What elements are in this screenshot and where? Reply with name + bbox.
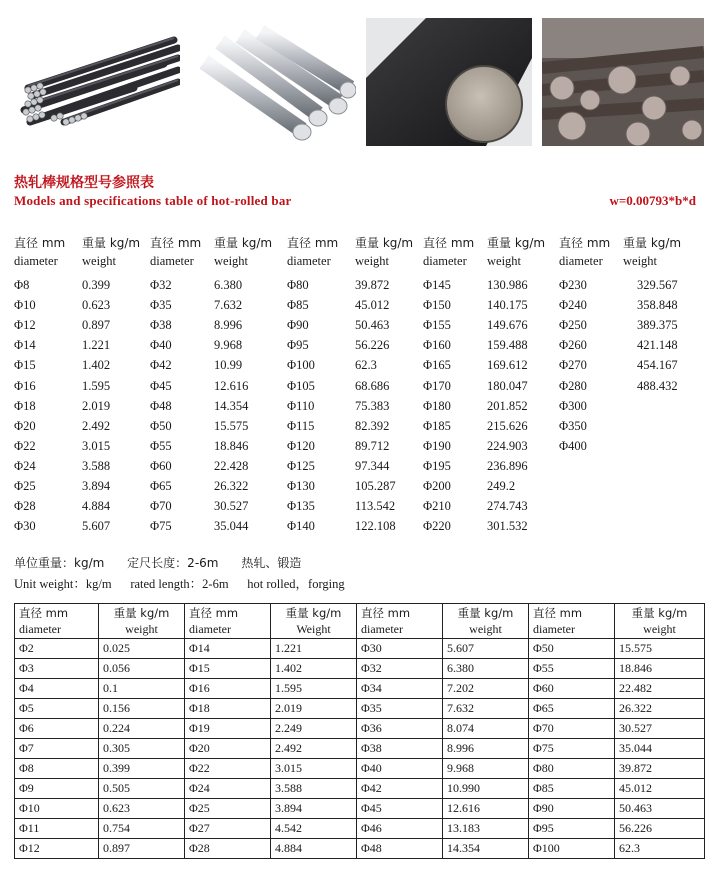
spec-cell-diameter: Φ14 bbox=[14, 338, 36, 353]
spec-subheader-weight: weight bbox=[623, 254, 658, 268]
spec-cell-diameter: Φ300 bbox=[559, 398, 587, 413]
spec-subheader-diameter: diameter bbox=[150, 254, 194, 268]
spec-cell-weight: 15.575 bbox=[214, 418, 249, 433]
spec-cell-weight: 1.595 bbox=[82, 378, 111, 393]
spec-cell-weight: 215.626 bbox=[487, 418, 528, 433]
table-cell-diameter: Φ75 bbox=[529, 739, 615, 759]
table-cell-weight: 0.505 bbox=[99, 779, 185, 799]
spec-cell-weight: 50.463 bbox=[355, 318, 390, 333]
spec-cell-weight: 14.354 bbox=[214, 398, 249, 413]
spec-cell-diameter: Φ260 bbox=[559, 338, 587, 353]
spec-cell-weight: 39.872 bbox=[355, 278, 390, 292]
spec-cell-diameter: Φ170 bbox=[423, 378, 451, 393]
spec-cell-diameter: Φ10 bbox=[14, 298, 36, 313]
spec-cell-diameter: Φ105 bbox=[287, 378, 315, 393]
weight-table bbox=[14, 603, 705, 859]
table-cell-weight: 0.623 bbox=[99, 799, 185, 819]
spec-cell-weight: 454.167 bbox=[637, 358, 678, 373]
table-cell-diameter: Φ85 bbox=[529, 779, 615, 799]
table-cell-weight: 39.872 bbox=[615, 759, 705, 779]
table-cell-diameter: Φ45 bbox=[357, 799, 443, 819]
table-cell-diameter: Φ50 bbox=[529, 639, 615, 659]
table-cell-weight: 重量 kg/m bbox=[99, 604, 185, 622]
table-cell-diameter: 直径 mm bbox=[529, 604, 615, 622]
table-cell-weight: weight bbox=[615, 621, 705, 639]
spec-cell-diameter: Φ48 bbox=[150, 398, 172, 413]
table-cell-weight: 0.399 bbox=[99, 759, 185, 779]
spec-cell-diameter: Φ20 bbox=[14, 418, 36, 433]
table-cell-diameter: Φ30 bbox=[357, 639, 443, 659]
spec-cell-weight: 89.712 bbox=[355, 438, 390, 453]
table-cell-diameter: Φ48 bbox=[357, 839, 443, 859]
spec-header-weight: 重量 kg/m bbox=[623, 236, 682, 250]
spec-cell-weight: 149.676 bbox=[487, 318, 528, 333]
table-row bbox=[15, 679, 705, 699]
spec-cell-weight: 35.044 bbox=[214, 519, 249, 534]
table-cell-diameter: Φ100 bbox=[529, 839, 615, 859]
spec-cell-diameter: Φ350 bbox=[559, 418, 587, 433]
table-cell-diameter: Φ46 bbox=[357, 819, 443, 839]
spec-cell-weight: 358.848 bbox=[637, 298, 678, 313]
table-cell-diameter: Φ80 bbox=[529, 759, 615, 779]
spec-cell-weight: 10.99 bbox=[214, 358, 243, 373]
table-cell-diameter: Φ11 bbox=[15, 819, 99, 839]
table-cell-weight: 10.990 bbox=[443, 779, 529, 799]
spec-cell-weight: 0.399 bbox=[82, 278, 111, 292]
table-cell-weight: 0.224 bbox=[99, 719, 185, 739]
spec-cell-weight: 68.686 bbox=[355, 378, 390, 393]
spec-cell-weight: 105.287 bbox=[355, 479, 396, 493]
spec-cell-diameter: Φ270 bbox=[559, 358, 587, 373]
table-cell-weight: 0.1 bbox=[99, 679, 185, 699]
table-cell-weight: 3.588 bbox=[271, 779, 357, 799]
table-cell-weight: 0.754 bbox=[99, 819, 185, 839]
spec-cell-weight: 45.012 bbox=[355, 298, 390, 313]
spec-cell-diameter: Φ75 bbox=[150, 519, 172, 534]
spec-cell-weight: 140.175 bbox=[487, 298, 528, 313]
table-cell-weight: weight bbox=[443, 621, 529, 639]
spec-cell-diameter: Φ15 bbox=[14, 358, 36, 373]
product-photo-strip bbox=[14, 18, 704, 146]
spec-cell-diameter: Φ190 bbox=[423, 438, 451, 453]
table-cell-diameter: 直径 mm bbox=[15, 604, 99, 622]
spec-cell-diameter: Φ220 bbox=[423, 519, 451, 534]
spec-cell-weight: 8.996 bbox=[214, 318, 243, 333]
spec-cell-diameter: Φ165 bbox=[423, 358, 451, 373]
table-cell-diameter: Φ12 bbox=[15, 839, 99, 859]
table-cell-weight: 8.996 bbox=[443, 739, 529, 759]
spec-cell-diameter: Φ180 bbox=[423, 398, 451, 413]
table-cell-diameter: Φ25 bbox=[185, 799, 271, 819]
table-cell-diameter: Φ4 bbox=[15, 679, 99, 699]
spec-cell-weight: 301.532 bbox=[487, 519, 528, 534]
table-header-row bbox=[15, 604, 705, 622]
spec-cell-weight: 22.428 bbox=[214, 458, 249, 473]
table-cell-diameter: Φ16 bbox=[185, 679, 271, 699]
spec-cell-diameter: Φ280 bbox=[559, 378, 587, 393]
table-cell-diameter: Φ55 bbox=[529, 659, 615, 679]
table-cell-diameter: Φ2 bbox=[15, 639, 99, 659]
spec-header-weight: 重量 kg/m bbox=[82, 236, 141, 250]
spec-cell-diameter: Φ250 bbox=[559, 318, 587, 333]
spec-cell-weight: 7.632 bbox=[214, 298, 243, 313]
spec-cell-diameter: Φ24 bbox=[14, 458, 36, 473]
spec-cell-diameter: Φ12 bbox=[14, 318, 36, 333]
table-cell-diameter: Φ90 bbox=[529, 799, 615, 819]
spec-cell-weight: 18.846 bbox=[214, 438, 249, 453]
table-cell-diameter: 直径 mm bbox=[185, 604, 271, 622]
spec-cell-weight: 3.894 bbox=[82, 479, 111, 493]
spec-subheader-diameter: diameter bbox=[14, 254, 58, 268]
spec-cell-diameter: Φ45 bbox=[150, 378, 172, 393]
spec-cell-weight: 1.402 bbox=[82, 358, 111, 373]
table-cell-diameter: Φ3 bbox=[15, 659, 99, 679]
spec-cell-diameter: Φ140 bbox=[287, 519, 315, 534]
table-cell-diameter: Φ38 bbox=[357, 739, 443, 759]
table-cell-diameter: Φ36 bbox=[357, 719, 443, 739]
photo-bar-end-closeup bbox=[366, 18, 532, 146]
spec-cell-diameter: Φ200 bbox=[423, 479, 451, 493]
table-cell-weight: 22.482 bbox=[615, 679, 705, 699]
spec-cell-diameter: Φ145 bbox=[423, 278, 451, 292]
table-subheader-row bbox=[15, 621, 705, 639]
spec-cell-weight: 421.148 bbox=[637, 338, 678, 353]
spec-cell-weight: 488.432 bbox=[637, 378, 678, 393]
spec-cell-diameter: Φ50 bbox=[150, 418, 172, 433]
spec-cell-diameter: Φ60 bbox=[150, 458, 172, 473]
spec-cell-weight: 75.383 bbox=[355, 398, 390, 413]
table-row bbox=[15, 719, 705, 739]
table-cell-diameter: Φ42 bbox=[357, 779, 443, 799]
table-cell-weight: 56.226 bbox=[615, 819, 705, 839]
table-cell-weight: 35.044 bbox=[615, 739, 705, 759]
table-cell-weight: Weight bbox=[271, 621, 357, 639]
spec-cell-diameter: Φ95 bbox=[287, 338, 309, 353]
table-cell-weight: 重量 kg/m bbox=[271, 604, 357, 622]
table-cell-weight: 0.156 bbox=[99, 699, 185, 719]
spec-cell-weight: 0.623 bbox=[82, 298, 111, 313]
table-cell-weight: 18.846 bbox=[615, 659, 705, 679]
spec-cell-diameter: Φ35 bbox=[150, 298, 172, 313]
spec-cell-diameter: Φ130 bbox=[287, 479, 315, 493]
table-row bbox=[15, 779, 705, 799]
spec-cell-weight: 3.015 bbox=[82, 438, 111, 453]
spec-cell-diameter: Φ70 bbox=[150, 499, 172, 514]
spec-cell-weight: 0.897 bbox=[82, 318, 111, 333]
spec-cell-diameter: Φ55 bbox=[150, 438, 172, 453]
table-cell-weight: 0.897 bbox=[99, 839, 185, 859]
spec-cell-diameter: Φ155 bbox=[423, 318, 451, 333]
spec-cell-diameter: Φ120 bbox=[287, 438, 315, 453]
table-cell-weight: 4.542 bbox=[271, 819, 357, 839]
table-cell-diameter: Φ5 bbox=[15, 699, 99, 719]
table-cell-diameter: Φ18 bbox=[185, 699, 271, 719]
table-cell-diameter: Φ20 bbox=[185, 739, 271, 759]
spec-subheader-weight: weight bbox=[487, 254, 522, 268]
table-cell-weight: 3.894 bbox=[271, 799, 357, 819]
spec-cell-weight: 236.896 bbox=[487, 458, 528, 473]
table-cell-weight: 1.402 bbox=[271, 659, 357, 679]
spec-subheader-diameter: diameter bbox=[423, 254, 467, 268]
spec-header-diameter: 直径 mm bbox=[150, 236, 202, 250]
photo-rusty-bar-stock bbox=[542, 18, 704, 146]
table-cell-weight: 1.595 bbox=[271, 679, 357, 699]
table-cell-diameter: Φ22 bbox=[185, 759, 271, 779]
table-cell-diameter: Φ27 bbox=[185, 819, 271, 839]
table-cell-weight: 4.884 bbox=[271, 839, 357, 859]
table-cell-weight: 30.527 bbox=[615, 719, 705, 739]
table-cell-weight: 2.019 bbox=[271, 699, 357, 719]
spec-cell-diameter: Φ185 bbox=[423, 418, 451, 433]
table-cell-weight: 62.3 bbox=[615, 839, 705, 859]
table-cell-weight: 13.183 bbox=[443, 819, 529, 839]
spec-cell-weight: 3.588 bbox=[82, 458, 111, 473]
table-cell-weight: 0.056 bbox=[99, 659, 185, 679]
spec-header-diameter: 直径 mm bbox=[287, 236, 339, 250]
table-cell-diameter: diameter bbox=[15, 621, 99, 639]
spec-header-diameter: 直径 mm bbox=[559, 236, 611, 250]
table-cell-diameter: 直径 mm bbox=[357, 604, 443, 622]
table-row bbox=[15, 699, 705, 719]
table-row bbox=[15, 819, 705, 839]
spec-header-diameter: 直径 mm bbox=[14, 236, 66, 250]
spec-cell-weight: 5.607 bbox=[82, 519, 111, 534]
spec-cell-weight: 130.986 bbox=[487, 278, 528, 292]
spec-cell-weight: 62.3 bbox=[355, 358, 377, 373]
spec-cell-diameter: Φ210 bbox=[423, 499, 451, 514]
spec-cell-diameter: Φ40 bbox=[150, 338, 172, 353]
unit-note-english: Unit weight：kg/m rated length：2-6m hot rolled，forging bbox=[14, 577, 345, 591]
table-cell-weight: 50.463 bbox=[615, 799, 705, 819]
spec-cell-weight: 389.375 bbox=[637, 318, 678, 333]
table-cell-diameter: Φ7 bbox=[15, 739, 99, 759]
spec-cell-weight: 169.612 bbox=[487, 358, 528, 373]
spec-cell-diameter: Φ28 bbox=[14, 499, 36, 514]
spec-cell-weight: 274.743 bbox=[487, 499, 528, 514]
spec-cell-diameter: Φ195 bbox=[423, 458, 451, 473]
table-cell-diameter: Φ15 bbox=[185, 659, 271, 679]
spec-cell-diameter: Φ100 bbox=[287, 358, 315, 373]
spec-cell-diameter: Φ38 bbox=[150, 318, 172, 333]
photo-bundled-black-bars bbox=[14, 18, 180, 146]
spec-cell-diameter: Φ135 bbox=[287, 499, 315, 514]
table-cell-weight: 重量 kg/m bbox=[443, 604, 529, 622]
spec-cell-weight: 4.884 bbox=[82, 499, 111, 514]
weight-formula: w=0.00793*b*d bbox=[609, 193, 696, 208]
table-cell-diameter: Φ60 bbox=[529, 679, 615, 699]
table-cell-diameter: Φ14 bbox=[185, 639, 271, 659]
table-cell-weight: weight bbox=[99, 621, 185, 639]
spec-cell-weight: 56.226 bbox=[355, 338, 390, 353]
spec-cell-weight: 113.542 bbox=[355, 499, 396, 514]
table-cell-diameter: Φ95 bbox=[529, 819, 615, 839]
spec-cell-diameter: Φ125 bbox=[287, 458, 315, 473]
spec-cell-diameter: Φ90 bbox=[287, 318, 309, 333]
spec-header-diameter: 直径 mm bbox=[423, 236, 475, 250]
spec-cell-diameter: Φ25 bbox=[14, 479, 36, 493]
spec-header-weight: 重量 kg/m bbox=[214, 236, 273, 250]
table-cell-weight: 15.575 bbox=[615, 639, 705, 659]
spec-cell-diameter: Φ400 bbox=[559, 438, 587, 453]
table-cell-weight: 2.492 bbox=[271, 739, 357, 759]
table-cell-diameter: Φ24 bbox=[185, 779, 271, 799]
table-cell-diameter: Φ9 bbox=[15, 779, 99, 799]
unit-note-chinese: 单位重量：kg/m 定尺长度：2-6m 热轧、锻造 bbox=[14, 556, 302, 570]
spec-cell-diameter: Φ30 bbox=[14, 519, 36, 534]
table-row bbox=[15, 799, 705, 819]
spec-cell-weight: 97.344 bbox=[355, 458, 390, 473]
table-cell-diameter: Φ70 bbox=[529, 719, 615, 739]
table-cell-weight: 45.012 bbox=[615, 779, 705, 799]
spec-subheader-diameter: diameter bbox=[559, 254, 603, 268]
spec-cell-weight: 159.488 bbox=[487, 338, 528, 353]
table-cell-weight: 6.380 bbox=[443, 659, 529, 679]
table-cell-diameter: diameter bbox=[357, 621, 443, 639]
spec-subheader-diameter: diameter bbox=[287, 254, 331, 268]
spec-cell-diameter: Φ22 bbox=[14, 438, 36, 453]
spec-cell-diameter: Φ230 bbox=[559, 278, 587, 292]
table-cell-weight: 2.249 bbox=[271, 719, 357, 739]
table-cell-diameter: Φ40 bbox=[357, 759, 443, 779]
table-row bbox=[15, 739, 705, 759]
spec-cell-weight: 12.616 bbox=[214, 378, 249, 393]
spec-cell-diameter: Φ240 bbox=[559, 298, 587, 313]
table-cell-diameter: Φ10 bbox=[15, 799, 99, 819]
spec-subheader-weight: weight bbox=[355, 254, 390, 268]
table-cell-weight: 5.607 bbox=[443, 639, 529, 659]
table-cell-weight: 26.322 bbox=[615, 699, 705, 719]
spec-cell-weight: 82.392 bbox=[355, 418, 390, 433]
spec-cell-diameter: Φ110 bbox=[287, 398, 315, 413]
spec-cell-weight: 180.047 bbox=[487, 378, 528, 393]
table-cell-weight: 3.015 bbox=[271, 759, 357, 779]
spec-cell-diameter: Φ80 bbox=[287, 278, 309, 292]
table-cell-weight: 7.632 bbox=[443, 699, 529, 719]
spec-cell-diameter: Φ42 bbox=[150, 358, 172, 373]
table-cell-diameter: Φ35 bbox=[357, 699, 443, 719]
table-row bbox=[15, 759, 705, 779]
spec-subheader-weight: weight bbox=[214, 254, 249, 268]
table-cell-weight: 7.202 bbox=[443, 679, 529, 699]
table-cell-diameter: Φ19 bbox=[185, 719, 271, 739]
spec-cell-weight: 122.108 bbox=[355, 519, 396, 534]
spec-cell-weight: 224.903 bbox=[487, 438, 528, 453]
spec-cell-diameter: Φ16 bbox=[14, 378, 36, 393]
table-cell-weight: 9.968 bbox=[443, 759, 529, 779]
table-row bbox=[15, 659, 705, 679]
table-row bbox=[15, 639, 705, 659]
spec-cell-weight: 2.492 bbox=[82, 418, 111, 433]
table-cell-diameter: Φ6 bbox=[15, 719, 99, 739]
spec-cell-weight: 9.968 bbox=[214, 338, 243, 353]
spec-cell-diameter: Φ85 bbox=[287, 298, 309, 313]
title-english: Models and specifications table of hot-rolled bar bbox=[14, 193, 292, 208]
spec-cell-diameter: Φ18 bbox=[14, 398, 36, 413]
table-cell-weight: 12.616 bbox=[443, 799, 529, 819]
spec-header-weight: 重量 kg/m bbox=[355, 236, 414, 250]
table-cell-weight: 14.354 bbox=[443, 839, 529, 859]
table-cell-weight: 0.025 bbox=[99, 639, 185, 659]
table-cell-diameter: diameter bbox=[529, 621, 615, 639]
table-cell-diameter: diameter bbox=[185, 621, 271, 639]
photo-polished-silver-bars bbox=[190, 18, 356, 146]
spec-cell-diameter: Φ160 bbox=[423, 338, 451, 353]
spec-subheader-weight: weight bbox=[82, 254, 117, 268]
spec-grid bbox=[0, 234, 718, 534]
spec-cell-diameter: Φ32 bbox=[150, 278, 172, 292]
spec-cell-weight: 329.567 bbox=[637, 278, 678, 292]
spec-cell-weight: 1.221 bbox=[82, 338, 111, 353]
spec-cell-weight: 6.380 bbox=[214, 278, 243, 292]
spec-cell-weight: 2.019 bbox=[82, 398, 111, 413]
spec-cell-diameter: Φ150 bbox=[423, 298, 451, 313]
title-chinese: 热轧棒规格型号参照表 bbox=[14, 175, 154, 191]
spec-cell-diameter: Φ8 bbox=[14, 278, 30, 292]
table-cell-diameter: Φ65 bbox=[529, 699, 615, 719]
table-cell-diameter: Φ34 bbox=[357, 679, 443, 699]
table-cell-weight: 8.074 bbox=[443, 719, 529, 739]
table-cell-diameter: Φ32 bbox=[357, 659, 443, 679]
spec-cell-weight: 249.2 bbox=[487, 479, 516, 493]
table-cell-weight: 1.221 bbox=[271, 639, 357, 659]
spec-cell-diameter: Φ65 bbox=[150, 479, 172, 493]
table-row bbox=[15, 839, 705, 859]
table-cell-weight: 0.305 bbox=[99, 739, 185, 759]
table-cell-weight: 重量 kg/m bbox=[615, 604, 705, 622]
spec-cell-weight: 201.852 bbox=[487, 398, 528, 413]
spec-cell-diameter: Φ115 bbox=[287, 418, 315, 433]
spec-header-weight: 重量 kg/m bbox=[487, 236, 546, 250]
spec-cell-weight: 30.527 bbox=[214, 499, 249, 514]
table-cell-diameter: Φ8 bbox=[15, 759, 99, 779]
table-cell-diameter: Φ28 bbox=[185, 839, 271, 859]
spec-cell-weight: 26.322 bbox=[214, 479, 249, 493]
